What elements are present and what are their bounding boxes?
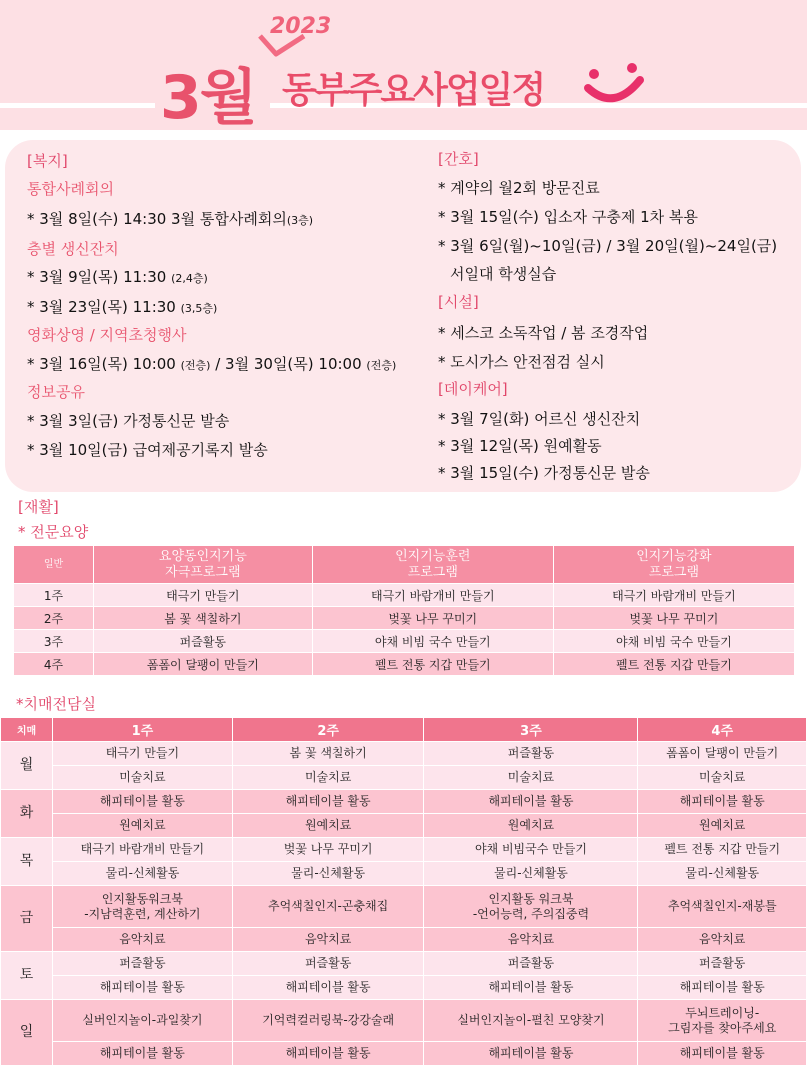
program-cell: 폼폼이 달팽이 만들기: [94, 653, 313, 676]
activity-cell: 미술치료: [232, 766, 424, 790]
welfare-item: * 3월 3일(금) 가정통신문 발송: [27, 412, 230, 430]
nursing-care-program-table: [13, 545, 795, 676]
table-row: [14, 630, 795, 653]
day-cell: 월: [1, 742, 53, 790]
activity-cell: 해피테이블 활동: [424, 1042, 638, 1066]
dementia-unit-schedule-table: [0, 717, 807, 1066]
program-cell: 펠트 전통 지갑 만들기: [312, 653, 553, 676]
program-cell: 야채 비빔 국수 만들기: [553, 630, 794, 653]
activity-cell: 해피테이블 활동: [53, 976, 233, 1000]
program-cell: 퍼즐활동: [94, 630, 313, 653]
day-cell: 목: [1, 838, 53, 886]
activity-cell: 벚꽃 나무 꾸미기: [232, 838, 424, 862]
activity-cell: 해피테이블 활동: [53, 1042, 233, 1066]
table2-label: *치매전담실: [16, 695, 96, 713]
activity-cell: 실버인지놀이-과일찾기: [53, 1000, 233, 1042]
table1-column-header: 요양동인지기능 자극프로그램: [94, 546, 313, 584]
day-cell: 토: [1, 952, 53, 1000]
activity-cell: 실버인지놀이-펼친 모양찾기: [424, 1000, 638, 1042]
activity-cell: 물리-신체활동: [424, 862, 638, 886]
activity-cell: 해피테이블 활동: [638, 790, 807, 814]
activity-cell: 물리-신체활동: [638, 862, 807, 886]
activity-cell: 폼폼이 달팽이 만들기: [638, 742, 807, 766]
welfare-item: * 3월 8일(수) 14:30 3월 통합사례회의(3층): [27, 210, 314, 228]
table1-corner-header: 일반: [14, 546, 94, 584]
table1-column-header: 인지기능훈련 프로그램: [312, 546, 553, 584]
table-row: [1, 838, 807, 862]
activity-cell: 추억색칠인지-재봉틀: [638, 886, 807, 928]
welfare-subheading-case-meeting: 통합사례회의: [27, 180, 114, 198]
daycare-item: * 3월 12일(목) 원예활동: [438, 437, 602, 455]
facility-item: * 세스코 소독작업 / 봄 조경작업: [438, 324, 649, 342]
activity-cell: 기억력컬러링북-강강술래: [232, 1000, 424, 1042]
program-cell: 벚꽃 나무 꾸미기: [553, 607, 794, 630]
table-row: [14, 584, 795, 607]
daycare-label: [데이케어]: [438, 380, 508, 398]
nursing-item: * 계약의 월2회 방문진료: [438, 179, 600, 197]
activity-cell: 미술치료: [638, 766, 807, 790]
activity-cell: 해피테이블 활동: [232, 790, 424, 814]
header-year: 2023: [270, 14, 332, 39]
table-row: [1, 1000, 807, 1042]
table-row: [1, 1042, 807, 1066]
activity-cell: 인지활동 워크북 -언어능력, 주의집중력: [424, 886, 638, 928]
smile-icon: [580, 58, 650, 108]
daycare-item: * 3월 7일(화) 어르신 생신잔치: [438, 410, 641, 428]
activity-cell: 인지활동워크북 -지남력훈련, 계산하기: [53, 886, 233, 928]
table2-week-header: 1주: [53, 718, 233, 742]
activity-cell: 추억색칠인지-곤충채집: [232, 886, 424, 928]
table1-column-header: 인지기능강화 프로그램: [553, 546, 794, 584]
activity-cell: 원예치료: [638, 814, 807, 838]
table2-week-header: 4주: [638, 718, 807, 742]
table-row: [1, 742, 807, 766]
program-cell: 야채 비빔 국수 만들기: [312, 630, 553, 653]
facility-item: * 도시가스 안전점검 실시: [438, 353, 605, 371]
activity-cell: 음악치료: [638, 928, 807, 952]
activity-cell: 미술치료: [424, 766, 638, 790]
activity-cell: 야채 비빔국수 만들기: [424, 838, 638, 862]
day-cell: 화: [1, 790, 53, 838]
activity-cell: 펠트 전통 지갑 만들기: [638, 838, 807, 862]
table-row: [1, 952, 807, 976]
activity-cell: 원예치료: [53, 814, 233, 838]
welfare-item: * 3월 10일(금) 급여제공기록지 발송: [27, 441, 268, 459]
activity-cell: 퍼즐활동: [424, 952, 638, 976]
program-cell: 태극기 바람개비 만들기: [312, 584, 553, 607]
week-cell: 3주: [14, 630, 94, 653]
welfare-subheading-birthday: 층별 생신잔치: [27, 240, 119, 258]
activity-cell: 해피테이블 활동: [424, 976, 638, 1000]
activity-cell: 해피테이블 활동: [638, 1042, 807, 1066]
header-title: 동부주요사업일정: [282, 70, 545, 111]
welfare-item: * 3월 16일(목) 10:00 (전층) / 3월 30일(목) 10:00 (전층): [27, 355, 397, 373]
program-cell: 펠트 전통 지갑 만들기: [553, 653, 794, 676]
table-row: [1, 886, 807, 928]
table-row: [1, 814, 807, 838]
table1-label: * 전문요양: [18, 523, 89, 541]
activity-cell: 음악치료: [53, 928, 233, 952]
table-row: [14, 607, 795, 630]
program-cell: 태극기 만들기: [94, 584, 313, 607]
nursing-item: * 3월 15일(수) 입소자 구충제 1차 복용: [438, 208, 698, 226]
activity-cell: 태극기 바람개비 만들기: [53, 838, 233, 862]
week-cell: 2주: [14, 607, 94, 630]
facility-label: [시설]: [438, 293, 479, 311]
week-cell: 4주: [14, 653, 94, 676]
welfare-subheading-movie: 영화상영 / 지역초청행사: [27, 326, 187, 344]
activity-cell: 퍼즐활동: [53, 952, 233, 976]
activity-cell: 봄 꽃 색칠하기: [232, 742, 424, 766]
week-cell: 1주: [14, 584, 94, 607]
activity-cell: 태극기 만들기: [53, 742, 233, 766]
day-cell: 금: [1, 886, 53, 952]
nursing-label: [간호]: [438, 150, 479, 168]
table2-corner-header: 치매: [1, 718, 53, 742]
header-divider-left: [0, 103, 155, 108]
activity-cell: 해피테이블 활동: [232, 1042, 424, 1066]
activity-cell: 퍼즐활동: [424, 742, 638, 766]
header-banner: [0, 0, 807, 133]
activity-cell: 퍼즐활동: [638, 952, 807, 976]
activity-cell: 해피테이블 활동: [232, 976, 424, 1000]
activity-cell: 해피테이블 활동: [53, 790, 233, 814]
table2-week-header: 3주: [424, 718, 638, 742]
program-cell: 벚꽃 나무 꾸미기: [312, 607, 553, 630]
day-cell: 일: [1, 1000, 53, 1066]
nursing-item: * 3월 6일(월)~10일(금) / 3월 20일(월)~24일(금): [438, 237, 778, 255]
activity-cell: 해피테이블 활동: [424, 790, 638, 814]
table-row: [1, 862, 807, 886]
activity-cell: 해피테이블 활동: [638, 976, 807, 1000]
activity-cell: 원예치료: [424, 814, 638, 838]
activity-cell: 퍼즐활동: [232, 952, 424, 976]
table2-week-header: 2주: [232, 718, 424, 742]
program-cell: 봄 꽃 색칠하기: [94, 607, 313, 630]
table-row: [1, 790, 807, 814]
welfare-item: * 3월 9일(목) 11:30 (2,4층): [27, 268, 208, 286]
welfare-item: * 3월 23일(목) 11:30 (3,5층): [27, 298, 218, 316]
activity-cell: 음악치료: [424, 928, 638, 952]
table-row: [1, 928, 807, 952]
table-row: [1, 976, 807, 1000]
activity-cell: 물리-신체활동: [53, 862, 233, 886]
table-row: [1, 766, 807, 790]
daycare-item: * 3월 15일(수) 가정통신문 발송: [438, 464, 650, 482]
rehab-label: [재활]: [18, 498, 59, 516]
activity-cell: 음악치료: [232, 928, 424, 952]
activity-cell: 물리-신체활동: [232, 862, 424, 886]
program-cell: 태극기 바람개비 만들기: [553, 584, 794, 607]
welfare-label: [복지]: [27, 152, 68, 170]
welfare-subheading-info: 정보공유: [27, 383, 85, 401]
nursing-item-continued: 서일대 학생실습: [450, 265, 557, 283]
activity-cell: 미술치료: [53, 766, 233, 790]
activity-cell: 두뇌트레이닝- 그림자를 찾아주세요: [638, 1000, 807, 1042]
activity-cell: 원예치료: [232, 814, 424, 838]
table-row: [14, 653, 795, 676]
header-month: 3월: [160, 63, 256, 133]
